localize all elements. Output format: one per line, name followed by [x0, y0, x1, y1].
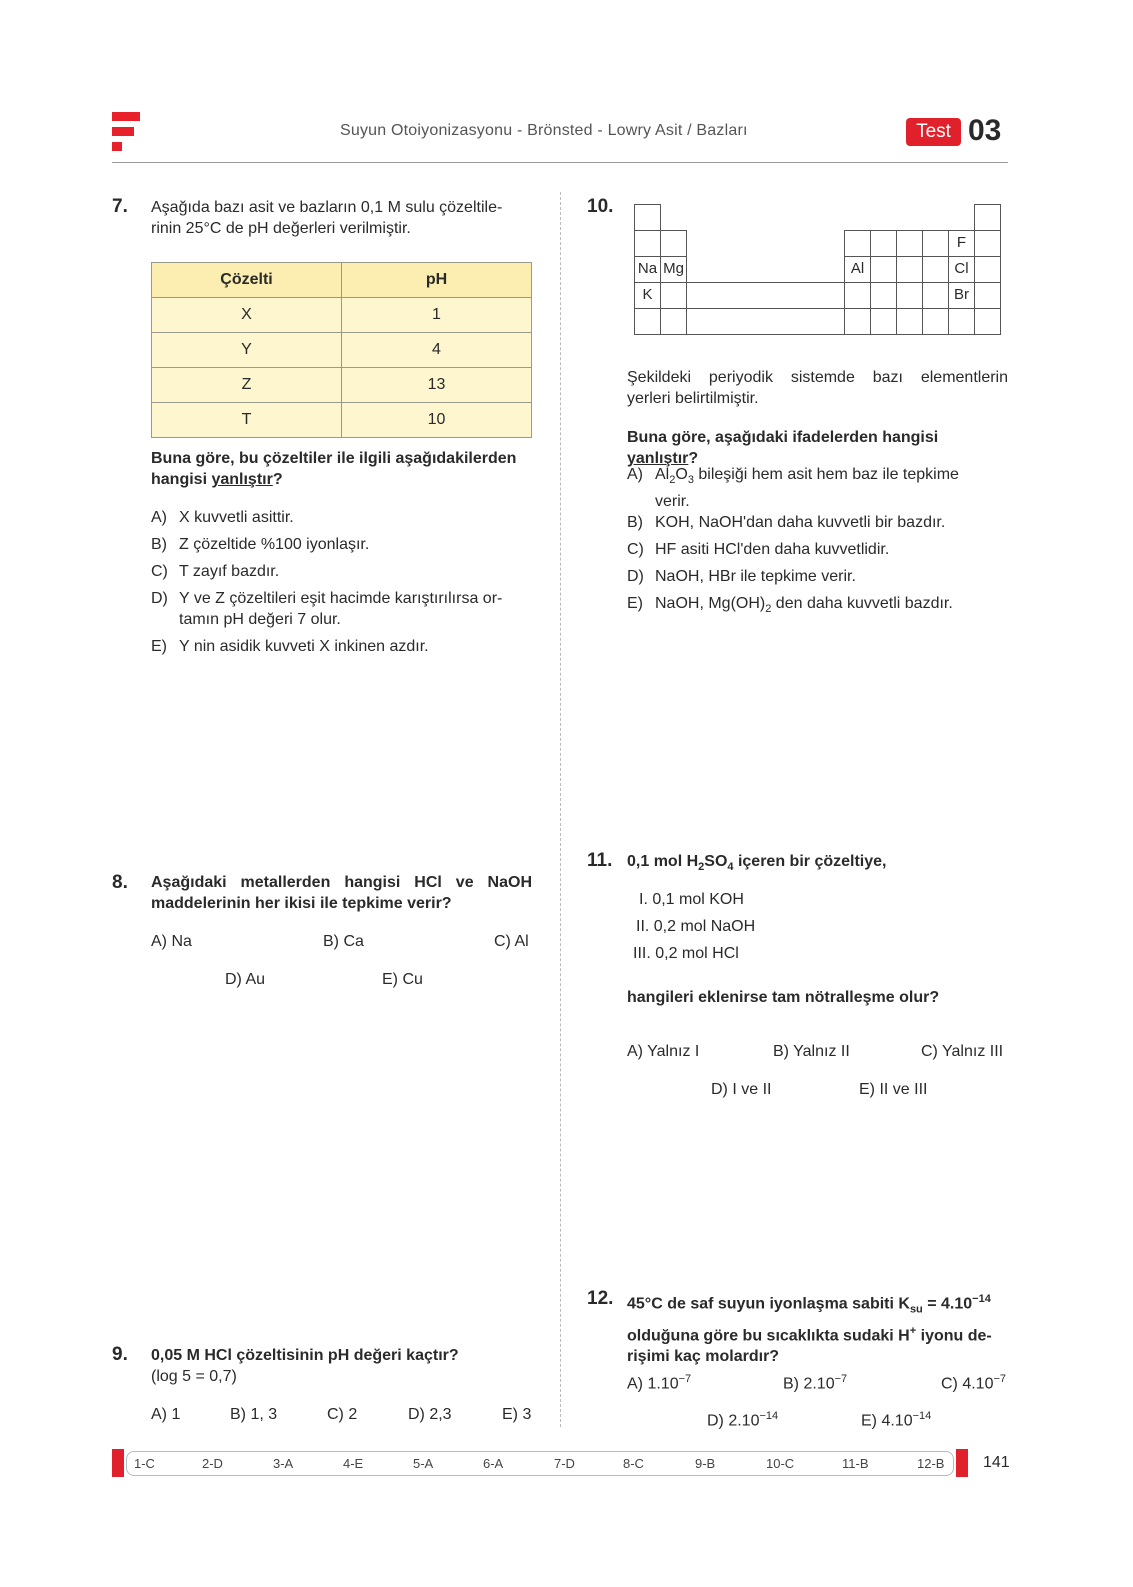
answer-key-item: 9-B — [695, 1456, 716, 1471]
formula-exponent: −7 — [993, 1373, 1007, 1385]
q12-line3: rişimi kaç molardır? — [627, 1347, 780, 1365]
pt-cell-mg: Mg — [660, 256, 687, 283]
answer-key-item: 1-C — [134, 1456, 155, 1471]
q11-option-e[interactable]: E) II ve III — [859, 1081, 928, 1098]
pt-cell — [844, 230, 871, 257]
q10-option-a[interactable] — [627, 464, 1008, 512]
q11-text: SO — [704, 853, 728, 870]
table-cell: Y — [152, 333, 342, 368]
formula-subscript: 4 — [727, 861, 734, 874]
q9-option-c[interactable]: C) 2 — [327, 1406, 358, 1423]
q8-option-a[interactable]: A) Na — [151, 933, 192, 950]
q11-option-a[interactable]: A) Yalnız I — [627, 1043, 700, 1060]
option-text: T zayıf bazdır. — [179, 563, 280, 580]
pt-cell — [974, 308, 1001, 335]
q12-line2 — [627, 1321, 1011, 1346]
pt-cell — [660, 308, 687, 335]
q7-intro — [151, 197, 532, 239]
q12-text: 45°C de saf suyun iyonlaşma sabiti K — [627, 1295, 910, 1313]
option-text-line2: verir. — [655, 493, 690, 511]
pt-cell — [974, 230, 1001, 257]
pt-cell — [870, 230, 897, 257]
pt-cell — [974, 204, 1001, 231]
formula-exponent: −7 — [834, 1373, 848, 1385]
q12-text: iyonu de- — [916, 1326, 992, 1344]
pt-cell-cl: Cl — [948, 256, 975, 283]
table-row — [152, 298, 532, 333]
q7-question-line2 — [151, 469, 532, 490]
option-letter: B) — [151, 536, 167, 553]
q8-option-c[interactable]: C) Al — [494, 933, 529, 950]
q7-option-d[interactable] — [151, 588, 532, 630]
table-cell: 13 — [342, 368, 532, 403]
pt-cell — [922, 308, 949, 335]
q10-question-text: Buna göre, aşağıdaki ifadelerden hangisi — [627, 429, 939, 446]
table-row — [152, 333, 532, 368]
option-letter: A) — [151, 509, 167, 526]
option-letter: C) — [627, 541, 644, 558]
pt-cell-br: Br — [948, 282, 975, 309]
question-number-7: 7. — [112, 196, 128, 217]
formula-exponent: + — [909, 1324, 917, 1337]
option-text: Y ve Z çözeltileri eşit hacimde karıştırılırsa or- — [179, 590, 503, 607]
q12-option-b[interactable] — [783, 1369, 847, 1394]
test-badge: Test — [906, 118, 961, 146]
q11-option-d[interactable]: D) I ve II — [711, 1081, 772, 1098]
q7-option-c[interactable] — [151, 561, 279, 582]
footer-accent-left — [112, 1449, 124, 1477]
table-header-cell: pH — [342, 263, 532, 298]
q10-intro-line1: Şekildeki periyodik sistemde bazı elementlerin — [627, 369, 1008, 386]
answer-key-item: 4-E — [343, 1456, 364, 1471]
q7-intro-line1: Aşağıda bazı asit ve bazların 0,1 M sulu çözeltile- — [151, 199, 503, 216]
q12-text: olduğuna göre bu sıcaklıkta sudaki H — [627, 1326, 910, 1344]
pt-cell-na: Na — [634, 256, 661, 283]
option-letter: D) — [151, 590, 168, 607]
option-letter: B) — [627, 514, 643, 531]
q11-option-c[interactable]: C) Yalnız III — [921, 1043, 1004, 1060]
option-text: B) 2.10 — [783, 1375, 835, 1393]
formula-part: Al — [655, 466, 670, 483]
option-text-line2: tamın pH değeri 7 olur. — [179, 611, 341, 628]
option-text: den daha kuvvetli bazdır. — [771, 595, 953, 612]
q11-item-1: I. 0,1 mol KOH — [639, 891, 744, 908]
pt-cell — [634, 230, 661, 257]
formula-exponent: −14 — [912, 1410, 932, 1422]
option-letter: A) — [627, 466, 643, 483]
option-text: Y nin asidik kuvveti X inkinen azdır. — [179, 638, 429, 655]
q9-option-a[interactable]: A) 1 — [151, 1406, 181, 1423]
q12-option-d[interactable] — [707, 1406, 778, 1431]
table-row — [152, 403, 532, 438]
pt-cell — [896, 256, 923, 283]
q7-option-e[interactable] — [151, 636, 429, 657]
q10-intro-line2: yerleri belirtilmiştir. — [627, 390, 759, 407]
q7-question-line1: Buna göre, bu çözeltiler ile ilgili aşağıdakilerden — [151, 450, 517, 467]
option-text: E) 4.10 — [861, 1412, 913, 1430]
formula-exponent: −14 — [759, 1410, 779, 1422]
option-text: A) 1.10 — [627, 1375, 679, 1393]
pt-cell — [974, 256, 1001, 283]
pt-cell — [922, 256, 949, 283]
pt-cell — [922, 282, 949, 309]
q11-item-3: III. 0,2 mol HCl — [633, 945, 739, 962]
pt-cell — [870, 256, 897, 283]
option-letter: C) — [151, 563, 168, 580]
q7-question-text: hangisi — [151, 471, 212, 488]
pt-cell — [660, 282, 687, 309]
q12-option-e[interactable] — [861, 1406, 931, 1431]
answer-key-item: 5-A — [413, 1456, 434, 1471]
q7-intro-line2: rinin 25°C de pH değerleri verilmiştir. — [151, 220, 411, 237]
pt-cell — [844, 308, 871, 335]
answer-key-item: 8-C — [623, 1456, 644, 1471]
q10-option-c[interactable] — [627, 539, 889, 560]
pt-cell-k: K — [634, 282, 661, 309]
option-text: HF asiti HCl'den daha kuvvetlidir. — [655, 541, 890, 558]
q8-question-line1: Aşağıdaki metallerden hangisi HCl ve NaOH — [151, 874, 532, 891]
page-header-title: Suyun Otoiyonizasyonu - Brönsted - Lowry Asit / Bazları — [340, 122, 748, 139]
q12-option-c[interactable] — [941, 1369, 1006, 1394]
q11-text: içeren bir çözeltiye, — [733, 853, 887, 870]
q10-question — [627, 427, 1012, 469]
table-header-row — [152, 263, 532, 298]
pt-cell — [634, 204, 661, 231]
q9-option-d[interactable]: D) 2,3 — [408, 1406, 452, 1423]
q7-question-mark: ? — [272, 471, 283, 488]
q12-text: = 4.10 — [922, 1295, 973, 1313]
option-text: Z çözeltide %100 iyonlaşır. — [179, 536, 370, 553]
pt-cell — [896, 282, 923, 309]
answer-key-item: 2-D — [202, 1456, 223, 1471]
q9-question-note: (log 5 = 0,7) — [151, 1368, 237, 1385]
q8-option-e[interactable]: E) Cu — [382, 971, 423, 988]
q8-question-line2: maddelerinin her ikisi ile tepkime verir? — [151, 895, 452, 912]
pt-cell — [660, 230, 687, 257]
q11-option-b[interactable]: B) Yalnız II — [773, 1043, 850, 1060]
table-cell: Z — [152, 368, 342, 403]
header-divider — [112, 162, 1008, 163]
table-cell: 10 — [342, 403, 532, 438]
q11-text: 0,1 mol H — [627, 853, 699, 870]
pt-cell — [870, 308, 897, 335]
q7-question — [151, 448, 532, 490]
q7-option-a[interactable] — [151, 507, 294, 528]
q8-question — [151, 872, 532, 914]
q7-emphasis-word: yanlıştır — [211, 471, 273, 488]
q8-option-b[interactable]: B) Ca — [323, 933, 364, 950]
formula-exponent: −7 — [678, 1373, 692, 1385]
answer-key-item: 6-A — [483, 1456, 504, 1471]
q10-emphasis-word: yanlıştır — [627, 450, 689, 467]
q9-question — [151, 1345, 532, 1387]
pt-cell — [870, 282, 897, 309]
answer-key-bar — [126, 1451, 954, 1476]
pt-cell — [948, 308, 975, 335]
answer-key-item: 10-C — [766, 1456, 795, 1471]
q12-line1 — [627, 1289, 1011, 1321]
question-number-12: 12. — [587, 1288, 614, 1309]
formula-subscript: 3 — [687, 474, 694, 487]
ph-table — [151, 262, 532, 438]
pt-cell — [634, 308, 661, 335]
q10-option-b[interactable] — [627, 512, 945, 533]
pt-transition-block — [686, 282, 845, 309]
question-number-10: 10. — [587, 196, 614, 217]
option-text: NaOH, Mg(OH) — [655, 595, 766, 612]
pt-cell-f: F — [948, 230, 975, 257]
formula-subscript: su — [909, 1303, 923, 1316]
pt-cell-al: Al — [844, 256, 871, 283]
pt-transition-block — [686, 308, 845, 335]
question-number-11: 11. — [587, 850, 613, 871]
q9-option-b[interactable]: B) 1, 3 — [230, 1406, 278, 1423]
table-cell: T — [152, 403, 342, 438]
table-cell: 1 — [342, 298, 532, 333]
table-header-cell: Çözelti — [152, 263, 342, 298]
table-row — [152, 368, 532, 403]
q7-option-b[interactable] — [151, 534, 369, 555]
option-text: X kuvvetli asittir. — [179, 509, 294, 526]
q12-option-a[interactable] — [627, 1369, 691, 1394]
q10-option-d[interactable] — [627, 566, 856, 587]
answer-key-item: 3-A — [273, 1456, 294, 1471]
formula-subscript: 2 — [765, 603, 772, 616]
footer-accent-right — [956, 1449, 968, 1477]
column-divider — [560, 192, 561, 1427]
pt-cell — [896, 230, 923, 257]
q9-option-e[interactable]: E) 3 — [502, 1406, 532, 1423]
q8-option-d[interactable]: D) Au — [225, 971, 266, 988]
test-number: 03 — [968, 114, 1002, 147]
q11-question-tail: hangileri eklenirse tam nötralleşme olur? — [627, 989, 940, 1006]
option-letter: E) — [151, 638, 167, 655]
option-letter: D) — [627, 568, 644, 585]
question-number-9: 9. — [112, 1344, 128, 1365]
formula-subscript: 2 — [698, 861, 705, 874]
table-cell: 4 — [342, 333, 532, 368]
answer-key-item: 11-B — [842, 1456, 869, 1471]
q10-intro — [627, 367, 1008, 409]
q9-question-line1: 0,05 M HCl çözeltisinin pH değeri kaçtır? — [151, 1347, 459, 1364]
page-number: 141 — [983, 1454, 1010, 1471]
pt-cell — [974, 282, 1001, 309]
option-text: NaOH, HBr ile tepkime verir. — [655, 568, 856, 585]
pt-cell — [896, 308, 923, 335]
answer-key-item: 7-D — [554, 1456, 575, 1471]
option-text: C) 4.10 — [941, 1375, 994, 1393]
q10-option-e[interactable] — [627, 593, 953, 620]
formula-part: O — [675, 466, 688, 483]
answer-key-item: 12-B — [917, 1456, 945, 1471]
option-text: bileşiği hem asit hem baz ile tepkime — [693, 466, 959, 483]
formula-exponent: −14 — [972, 1293, 991, 1305]
option-text: D) 2.10 — [707, 1412, 760, 1430]
pt-cell — [844, 282, 871, 309]
question-number-8: 8. — [112, 872, 128, 893]
pt-cell — [922, 230, 949, 257]
q11-item-2: II. 0,2 mol NaOH — [636, 918, 756, 935]
q10-question-mark: ? — [688, 450, 699, 467]
q11-question — [627, 851, 886, 878]
formula-subscript: 2 — [669, 474, 676, 487]
option-letter: E) — [627, 595, 643, 612]
q12-question — [627, 1289, 1011, 1367]
table-cell: X — [152, 298, 342, 333]
option-text: KOH, NaOH'dan daha kuvvetli bir bazdır. — [655, 514, 946, 531]
